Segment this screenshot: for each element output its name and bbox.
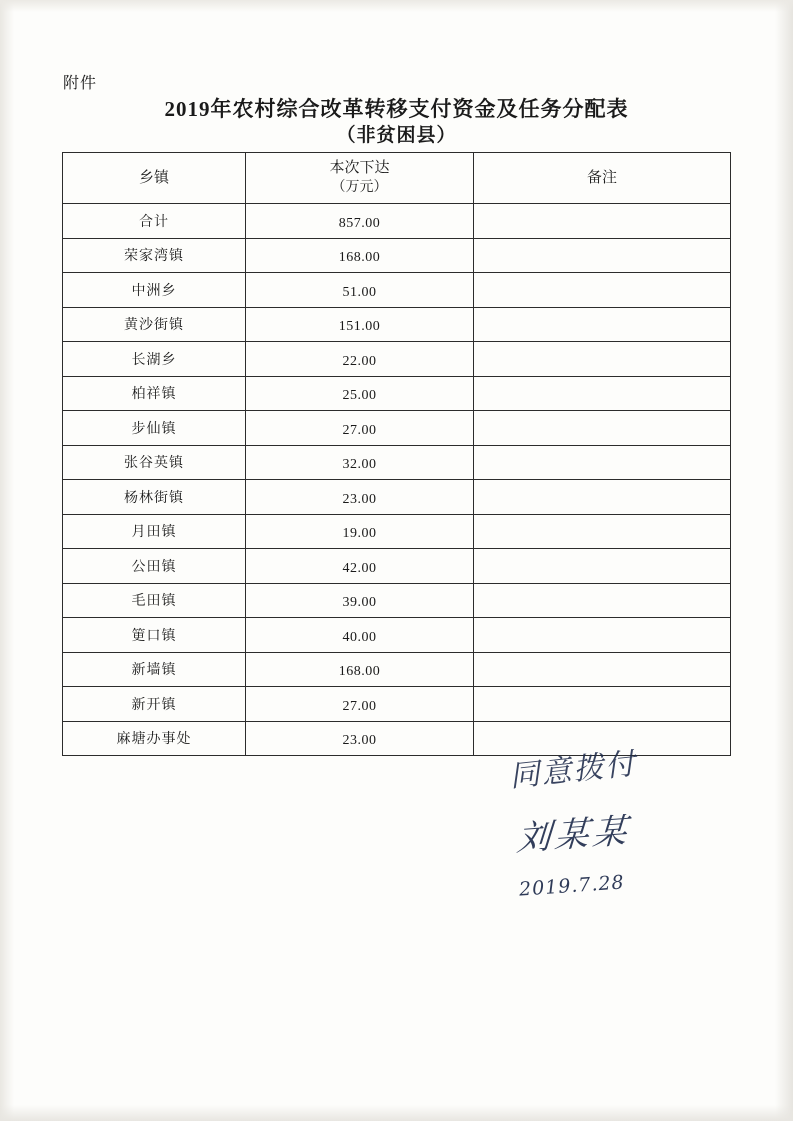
- table-row: [63, 342, 731, 377]
- cell-remark: [474, 376, 731, 411]
- cell-remark: [474, 480, 731, 515]
- column-header-remark: 备注: [474, 153, 731, 204]
- table-row: [63, 204, 731, 239]
- scan-edge-right: [775, 0, 793, 1121]
- cell-remark: [474, 514, 731, 549]
- amount-value: 42.00: [342, 560, 377, 576]
- cell-remark: [474, 445, 731, 480]
- cell-town: 筻口镇: [63, 618, 246, 653]
- scan-edge-left: [0, 0, 14, 1121]
- table-row: [63, 514, 731, 549]
- cell-remark: [474, 204, 731, 239]
- amount-value: 168.00: [338, 250, 381, 266]
- page-title-line2: （非贫困县）: [336, 125, 457, 147]
- cell-remark: [474, 549, 731, 584]
- handwritten-date: 2019.7.28: [518, 871, 626, 901]
- amount-value: 23.00: [342, 733, 377, 749]
- cell-remark: [474, 652, 731, 687]
- amount-value: 19.00: [342, 526, 377, 542]
- column-header-town: 乡镇: [63, 153, 246, 204]
- cell-town: 毛田镇: [63, 583, 246, 618]
- table-body: [63, 204, 731, 756]
- amount-value: 151.00: [338, 319, 381, 335]
- cell-amount: [246, 652, 474, 687]
- amount-value: 27.00: [342, 698, 377, 714]
- table-row: [63, 307, 731, 342]
- cell-town: 荣家湾镇: [63, 238, 246, 273]
- cell-town: 月田镇: [63, 514, 246, 549]
- cell-town: 新墙镇: [63, 652, 246, 687]
- amount-value: 32.00: [342, 457, 377, 473]
- cell-town: 步仙镇: [63, 411, 246, 446]
- cell-remark: [474, 687, 731, 722]
- cell-amount: [246, 583, 474, 618]
- amount-value: 27.00: [342, 422, 377, 438]
- cell-amount: [246, 204, 474, 239]
- handwritten-signature: 刘某某: [515, 810, 633, 860]
- cell-town: 中洲乡: [63, 273, 246, 308]
- cell-amount: [246, 618, 474, 653]
- table-row: [63, 445, 731, 480]
- handwritten-approval-note: 同意拨付: [507, 746, 639, 795]
- cell-town: 公田镇: [63, 549, 246, 584]
- table-row: [63, 549, 731, 584]
- cell-remark: [474, 618, 731, 653]
- attachment-label: 附件: [63, 75, 98, 92]
- amount-value: 168.00: [338, 664, 381, 680]
- table-row: [63, 652, 731, 687]
- cell-remark: [474, 342, 731, 377]
- cell-town: 长湖乡: [63, 342, 246, 377]
- table-header-row: [63, 153, 731, 204]
- cell-town: 新开镇: [63, 687, 246, 722]
- scan-edge-bottom: [0, 1105, 793, 1121]
- cell-amount: [246, 514, 474, 549]
- table-row: [63, 583, 731, 618]
- cell-amount: [246, 342, 474, 377]
- cell-amount: [246, 307, 474, 342]
- cell-remark: [474, 411, 731, 446]
- cell-town: 张谷英镇: [63, 445, 246, 480]
- allocation-table: [62, 152, 731, 756]
- cell-amount: [246, 687, 474, 722]
- amount-value: 22.00: [342, 353, 377, 369]
- column-header-amount-unit: （万元）: [331, 179, 388, 195]
- amount-value: 40.00: [342, 629, 377, 645]
- cell-remark: [474, 273, 731, 308]
- table-row: [63, 618, 731, 653]
- cell-amount: [246, 721, 474, 756]
- amount-value: 857.00: [338, 215, 381, 231]
- amount-value: 51.00: [342, 284, 377, 300]
- cell-town: 柏祥镇: [63, 376, 246, 411]
- cell-amount: [246, 376, 474, 411]
- table-row: [63, 238, 731, 273]
- table-row: [63, 376, 731, 411]
- table-row: [63, 273, 731, 308]
- cell-amount: [246, 411, 474, 446]
- cell-amount: [246, 480, 474, 515]
- cell-amount: [246, 273, 474, 308]
- column-header-amount-main: 本次下达: [329, 160, 390, 177]
- amount-value: 25.00: [342, 388, 377, 404]
- page-title-line1: 2019年农村综合改革转移支付资金及任务分配表: [164, 97, 629, 121]
- cell-amount: [246, 238, 474, 273]
- cell-remark: [474, 307, 731, 342]
- cell-town: 麻塘办事处: [63, 721, 246, 756]
- page-title: [0, 95, 793, 150]
- table-row: [63, 411, 731, 446]
- cell-remark: [474, 583, 731, 618]
- cell-town: 杨林街镇: [63, 480, 246, 515]
- table-row: [63, 687, 731, 722]
- amount-value: 23.00: [342, 491, 377, 507]
- cell-town: 黄沙街镇: [63, 307, 246, 342]
- scan-edge-top: [0, 0, 793, 12]
- cell-town: 合计: [63, 204, 246, 239]
- table-row: [63, 480, 731, 515]
- cell-remark: [474, 238, 731, 273]
- column-header-amount: [246, 153, 474, 204]
- signature-block: [495, 745, 725, 925]
- cell-amount: [246, 445, 474, 480]
- cell-amount: [246, 549, 474, 584]
- amount-value: 39.00: [342, 595, 377, 611]
